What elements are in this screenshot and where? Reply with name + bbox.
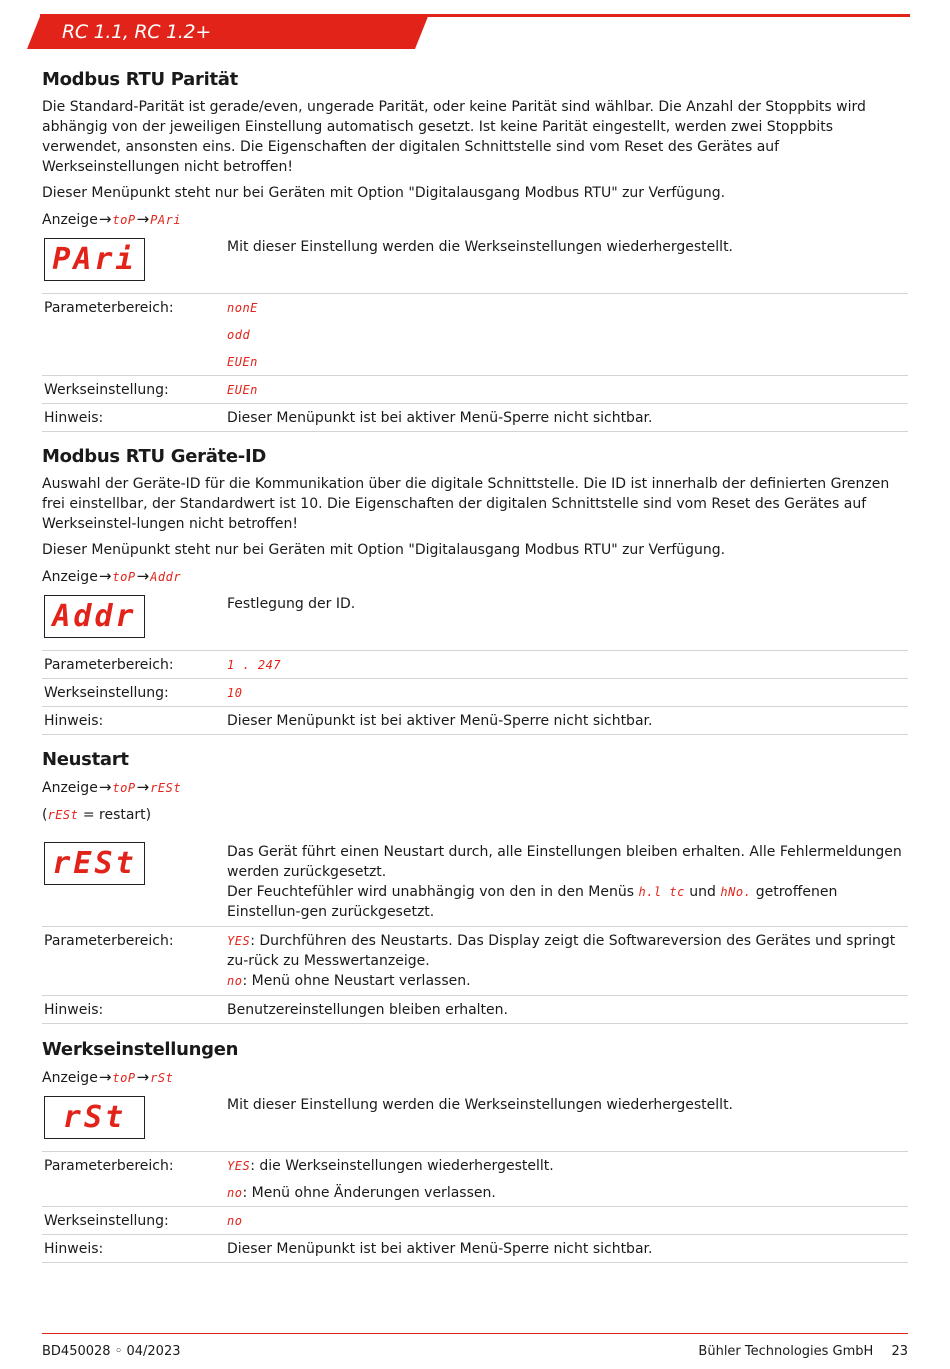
path-code: toP: [112, 570, 136, 584]
range-line: [227, 931, 908, 971]
display-cell: [42, 1096, 227, 1151]
row-value: [227, 651, 908, 678]
footer-rule: [42, 1333, 908, 1334]
footer-doc: BD450028 ◦ 04/2023: [42, 1344, 181, 1359]
path-code: toP: [112, 1071, 136, 1085]
note-code: rESt: [47, 808, 79, 822]
range-value: odd: [227, 327, 251, 342]
table-row: [42, 995, 908, 1024]
range-text: : Menü ohne Neustart verlassen.: [242, 973, 471, 989]
row-label: Parameterbereich:: [44, 1158, 174, 1174]
range-value: 1 . 247: [227, 658, 282, 672]
range-line: [227, 1179, 908, 1206]
anzeige-label: Anzeige: [42, 780, 98, 796]
path-code: PAri: [150, 213, 182, 227]
row-value: [227, 927, 908, 995]
content: [42, 66, 908, 1263]
range-code: no: [227, 974, 243, 988]
neustart-path: [42, 777, 908, 798]
row-value: [227, 294, 908, 375]
page-header: [0, 0, 950, 60]
id-display-row: [42, 595, 908, 650]
arrow-icon: →: [136, 1068, 150, 1086]
row-value: [227, 679, 908, 706]
neustart-desc2: [227, 882, 908, 922]
path-code: rESt: [150, 781, 182, 795]
neustart-desc: [227, 842, 908, 926]
section-title-paritaet: Modbus RTU Parität: [42, 69, 238, 90]
werk-display-row: [42, 1096, 908, 1151]
arrow-icon: →: [98, 210, 112, 228]
seven-seg-display: [44, 1096, 145, 1139]
range-line: [227, 1152, 908, 1179]
display-text: Addr: [52, 598, 137, 634]
range-value: EUEn: [227, 354, 258, 369]
row-value: [227, 1152, 908, 1206]
table-row: [42, 678, 908, 706]
note-text: = restart): [78, 807, 152, 823]
paritaet-display-row: [42, 238, 908, 293]
werk-desc: Mit dieser Einstellung werden die Werkseinstellungen wiederhergestellt.: [227, 1097, 734, 1113]
arrow-icon: →: [136, 210, 150, 228]
footer-company: Bühler Technologies GmbH: [698, 1344, 874, 1359]
desc-text: Der Feuchtefühler wird unabhängig von den in den Menüs: [227, 884, 639, 900]
table-row: [42, 1151, 908, 1206]
header-title: RC 1.1, RC 1.2+: [62, 21, 211, 43]
display-text: rSt: [62, 1099, 127, 1135]
anzeige-label: Anzeige: [42, 569, 98, 585]
display-cell: [42, 842, 227, 926]
row-label: Parameterbereich:: [44, 657, 174, 673]
range-text: : Durchführen des Neustarts. Das Display zeigt die Softwareversion des Gerätes und springt zu-rück zu Messwertanzeige.: [227, 933, 896, 969]
row-value: Dieser Menüpunkt ist bei aktiver Menü-Sperre nicht sichtbar.: [227, 410, 653, 426]
paritaet-desc: Mit dieser Einstellung werden die Werkseinstellungen wiederhergestellt.: [227, 239, 734, 255]
table-row: [42, 375, 908, 403]
footer-right: [698, 1344, 908, 1359]
path-code: toP: [112, 213, 136, 227]
anzeige-label: Anzeige: [42, 1070, 98, 1086]
path-code: toP: [112, 781, 136, 795]
anzeige-label: Anzeige: [42, 212, 98, 228]
arrow-icon: →: [98, 1068, 112, 1086]
desc-text: und: [684, 884, 721, 900]
id-para1: Auswahl der Geräte-ID für die Kommunikation über die digitale Schnittstelle. Die ID ist innerhalb der definierten Grenzen frei einstellbar, der Standardwert ist 10. Die Eigenschaften der digitalen Schnittstelle sind vom Reset des Gerätes auf Werkseinstel-lungen nicht betroffen!: [42, 476, 890, 532]
desc-text: getroffenen Einstellun-gen zurückgesetzt.: [227, 884, 838, 920]
neustart-desc1: Das Gerät führt einen Neustart durch, alle Einstellungen bleiben erhalten. Alle Fehlermeldungen werden zurückgesetzt.: [227, 844, 902, 880]
display-cell: [42, 595, 227, 650]
neustart-note: [42, 805, 908, 825]
table-row: [42, 1206, 908, 1234]
path-code: rSt: [150, 1071, 174, 1085]
default-value: EUEn: [227, 383, 258, 397]
seven-seg-display: [44, 595, 145, 638]
arrow-icon: →: [136, 778, 150, 796]
seven-seg-display: [44, 842, 145, 885]
range-text: : Menü ohne Änderungen verlassen.: [242, 1184, 496, 1201]
menu-code: h.l tc: [638, 885, 685, 899]
table-row: [42, 1234, 908, 1263]
row-label: Werkseinstellung:: [44, 685, 169, 701]
display-cell: [42, 238, 227, 293]
default-value: no: [227, 1214, 243, 1228]
id-desc: Festlegung der ID.: [227, 596, 356, 612]
table-row: [42, 926, 908, 995]
path-code: Addr: [150, 570, 182, 584]
row-label: Parameterbereich:: [44, 933, 174, 949]
paren: (: [42, 807, 48, 823]
default-value: 10: [227, 686, 243, 700]
table-row: [42, 293, 908, 375]
arrow-icon: →: [98, 567, 112, 585]
row-label: Hinweis:: [44, 410, 104, 426]
range-line: [227, 971, 908, 991]
table-row: [42, 706, 908, 735]
range-text: : die Werkseinstellungen wiederhergestellt.: [250, 1157, 554, 1174]
range-code: YES: [227, 934, 251, 948]
row-label: Parameterbereich:: [44, 300, 174, 316]
range-code: YES: [227, 1158, 251, 1173]
werk-path: [42, 1067, 908, 1088]
section-title-neustart: Neustart: [42, 749, 129, 770]
section-title-werk: Werkseinstellungen: [42, 1039, 239, 1060]
row-value: [227, 1207, 908, 1234]
id-para2: Dieser Menüpunkt steht nur bei Geräten mit Option "Digitalausgang Modbus RTU" zur Verfügung.: [42, 542, 726, 558]
display-text: rESt: [52, 845, 137, 881]
range-value: nonE: [227, 300, 258, 315]
row-label: Hinweis:: [44, 713, 104, 729]
neustart-display-row: [42, 842, 908, 926]
row-label: Hinweis:: [44, 1241, 104, 1257]
paritaet-path: [42, 209, 908, 230]
paritaet-para2: Dieser Menüpunkt steht nur bei Geräten mit Option "Digitalausgang Modbus RTU" zur Verfügung.: [42, 185, 726, 201]
display-text: PAri: [52, 241, 137, 277]
arrow-icon: →: [98, 778, 112, 796]
row-value: Dieser Menüpunkt ist bei aktiver Menü-Sperre nicht sichtbar.: [227, 1241, 653, 1257]
arrow-icon: →: [136, 567, 150, 585]
menu-code: hNo.: [720, 885, 752, 899]
row-value: Dieser Menüpunkt ist bei aktiver Menü-Sperre nicht sichtbar.: [227, 713, 653, 729]
row-value: Benutzereinstellungen bleiben erhalten.: [227, 1002, 508, 1018]
paritaet-para1: Die Standard-Parität ist gerade/even, ungerade Parität, oder keine Parität sind wählbar. Die Anzahl der Stoppbits wird abhängig von der jeweiligen Einstellung automatisch gesetzt. Ist keine Parität eingestellt, werden zwei Stoppbits verwendet, ansonsten eins. Die Eigenschaften der digitalen Schnittstelle sind vom Reset des Gerätes auf Werkseinstellungen nicht betroffen!: [42, 99, 866, 175]
table-row: [42, 650, 908, 678]
range-code: no: [227, 1185, 243, 1200]
table-row: [42, 403, 908, 432]
section-title-id: Modbus RTU Geräte-ID: [42, 446, 266, 467]
page-number: 23: [891, 1344, 908, 1359]
seven-seg-display: [44, 238, 145, 281]
row-value: [227, 376, 908, 403]
row-label: Werkseinstellung:: [44, 1213, 169, 1229]
row-label: Hinweis:: [44, 1002, 104, 1018]
row-label: Werkseinstellung:: [44, 382, 169, 398]
id-path: [42, 566, 908, 587]
